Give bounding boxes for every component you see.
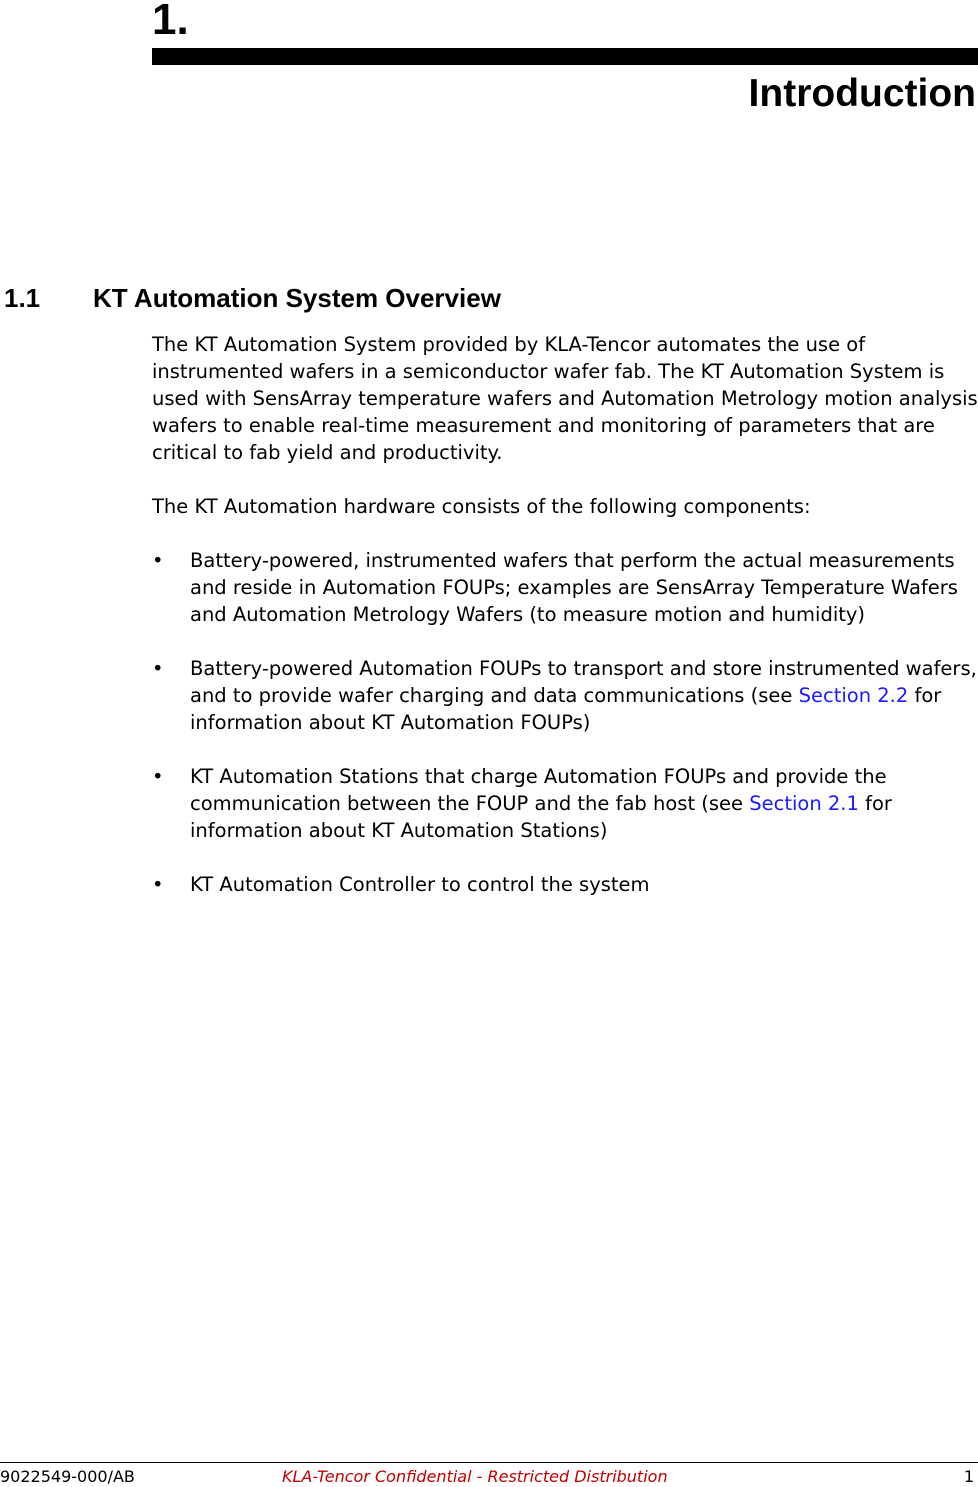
list-item-text: for information about KT Automation FOUPs): [190, 684, 942, 734]
section-title: KT Automation System Overview: [93, 283, 501, 313]
footer-confidentiality-notice: KLA-Tencor Confidential - Restricted Distribution: [282, 1467, 668, 1486]
footer-page-number: 1: [963, 1467, 974, 1486]
components-intro-paragraph: The KT Automation hardware consists of the following components:: [152, 495, 811, 518]
list-item-text: KT Automation Controller to control the system: [190, 873, 650, 896]
list-item: [152, 763, 978, 844]
list-item-text: for information about KT Automation Stations): [190, 792, 892, 842]
section-heading: [4, 282, 501, 314]
footer-doc-number: 9022549-000/AB: [0, 1467, 135, 1486]
list-item: [152, 655, 978, 736]
section-body: [152, 331, 978, 925]
bullet-icon: •: [152, 765, 164, 788]
overview-paragraph: The KT Automation System provided by KLA-Tencor automates the use of instrumented wafers in a semiconductor wafer fab. The KT Automation System is used with SensArray temperature wafers and Automation Metrology motion analysis wafers to enable real-time measurement and monitoring of parameters that are critical to fab yield and productivity.: [152, 333, 978, 464]
list-item-text: Battery-powered, instrumented wafers that perform the actual measurements and reside in Automation FOUPs; examples are SensArray Temperature Wafers and Automation Metrology Wafers (to measure motion and humidity): [190, 549, 958, 626]
bullet-icon: •: [152, 549, 164, 572]
list-item-text: KT Automation Stations that charge Automation FOUPs and provide the communication between the FOUP and the fab host (see: [190, 765, 887, 815]
bullet-icon: •: [152, 873, 164, 896]
list-item: [152, 871, 978, 898]
section-2-1-link[interactable]: Section 2.1: [749, 792, 859, 815]
chapter-divider: [152, 48, 978, 65]
section-2-2-link[interactable]: Section 2.2: [798, 684, 909, 707]
list-item-text: Battery-powered Automation FOUPs to transport and store instrumented wafers, and to provide wafer charging and data communications (see: [190, 657, 977, 707]
chapter-number: 1.: [152, 0, 189, 44]
footer-divider: [0, 1462, 978, 1463]
bullet-icon: •: [152, 657, 164, 680]
components-list: [152, 547, 978, 898]
list-item: [152, 547, 978, 628]
chapter-title: Introduction: [748, 72, 976, 115]
section-number: 1.1: [4, 283, 41, 313]
